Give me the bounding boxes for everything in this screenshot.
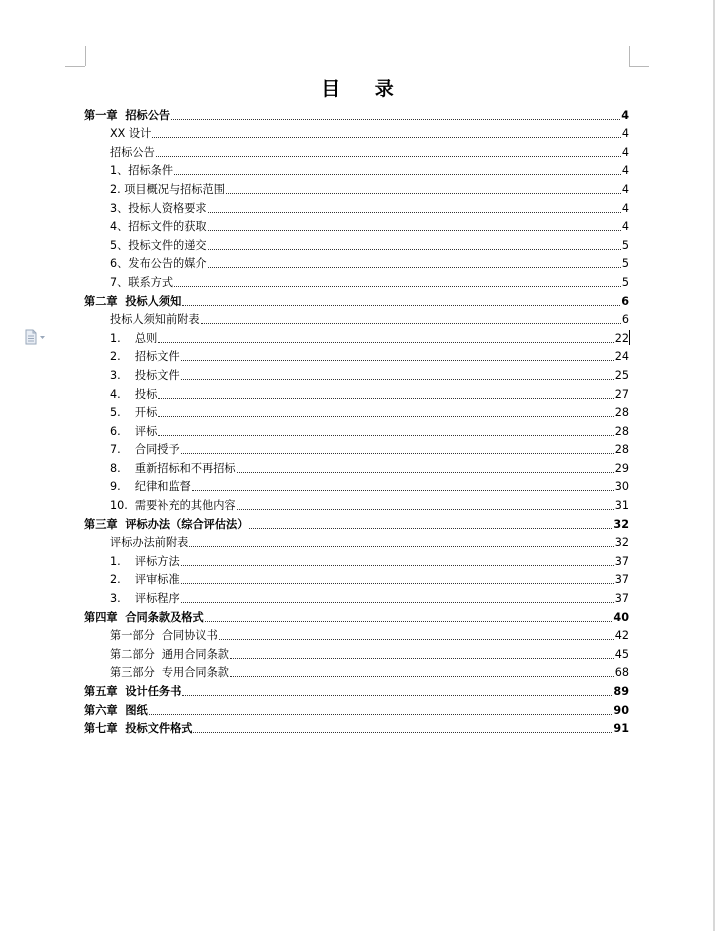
toc-page-number: 4 xyxy=(621,127,629,141)
toc-page-number: 4 xyxy=(621,108,629,122)
crop-mark-top-right xyxy=(629,46,630,66)
crop-mark-top-left xyxy=(65,66,85,67)
toc-leader-dots xyxy=(219,638,614,640)
toc-entry-text: 2. 项目概况与招标范围 xyxy=(110,182,225,196)
toc-page-number: 4 xyxy=(621,201,629,215)
toc-page-number: 22 xyxy=(614,331,629,345)
toc-page-number: 90 xyxy=(613,703,629,717)
toc-entry-text: 招标公告 xyxy=(110,145,155,159)
toc-entry-text: 3. 投标文件 xyxy=(110,368,180,382)
toc-entry[interactable] xyxy=(84,569,629,588)
toc-leader-dots xyxy=(237,471,614,473)
toc-page-number: 5 xyxy=(621,275,629,289)
toc-entry-text: 投标人须知前附表 xyxy=(110,313,200,327)
toc-entry[interactable] xyxy=(84,587,629,606)
toc-entry[interactable] xyxy=(84,216,629,235)
toc-entry-text: 5. 开标 xyxy=(110,406,158,420)
toc-chapter-entry[interactable] xyxy=(84,718,629,737)
toc-entry-text: 7. 合同授予 xyxy=(110,443,180,457)
toc-entry[interactable] xyxy=(84,123,629,142)
toc-entry[interactable] xyxy=(84,160,629,179)
toc-chapter-entry[interactable] xyxy=(84,680,629,699)
toc-leader-dots xyxy=(192,489,614,491)
toc-leader-dots xyxy=(237,508,614,510)
crop-mark-top-right xyxy=(629,66,649,67)
toc-entry-text: 3. 评标程序 xyxy=(110,592,180,606)
toc-leader-dots xyxy=(182,694,612,696)
toc-entry-text: 9. 纪律和监督 xyxy=(110,480,191,494)
toc-leader-dots xyxy=(174,173,621,175)
toc-entry-text: 第二章 投标人须知 xyxy=(84,294,182,308)
toc-leader-dots xyxy=(152,136,621,138)
toc-chapter-entry[interactable] xyxy=(84,699,629,718)
toc-leader-dots xyxy=(174,285,621,287)
toc-page-number: 6 xyxy=(621,294,629,308)
toc-entry[interactable] xyxy=(84,476,629,495)
toc-entry[interactable] xyxy=(84,364,629,383)
toc-leader-dots xyxy=(230,675,614,677)
toc-entry[interactable] xyxy=(84,253,629,272)
toc-entry-text: 第三部分 专用合同条款 xyxy=(110,666,229,680)
toc-chapter-entry[interactable] xyxy=(84,606,629,625)
toc-page-number: 32 xyxy=(614,536,629,550)
toc-entry-text: 2. 评审标准 xyxy=(110,573,180,587)
toc-entry[interactable] xyxy=(84,420,629,439)
table-of-contents xyxy=(84,104,629,736)
toc-page-number: 40 xyxy=(613,610,629,624)
toc-leader-dots xyxy=(181,452,614,454)
toc-entry[interactable] xyxy=(84,532,629,551)
toc-leader-dots xyxy=(149,713,613,715)
toc-entry-text: 1. 总则 xyxy=(110,331,158,345)
toc-leader-dots xyxy=(158,415,613,417)
toc-entry-text: 第六章 图纸 xyxy=(84,703,148,717)
toc-entry-text: 1、招标条件 xyxy=(110,164,174,178)
toc-entry-text: 第一部分 合同协议书 xyxy=(110,629,218,643)
toc-leader-dots xyxy=(226,192,621,194)
toc-leader-dots xyxy=(181,564,614,566)
toc-entry-text: 4. 投标 xyxy=(110,387,158,401)
toc-page-number: 4 xyxy=(621,220,629,234)
toc-entry[interactable] xyxy=(84,550,629,569)
toc-entry[interactable] xyxy=(84,625,629,644)
document-options-icon[interactable] xyxy=(24,329,46,345)
toc-leader-dots xyxy=(249,527,612,529)
toc-entry-text: 第二部分 通用合同条款 xyxy=(110,647,229,661)
text-cursor xyxy=(629,330,630,345)
toc-page-number: 27 xyxy=(614,387,629,401)
toc-page-number: 37 xyxy=(614,573,629,587)
toc-page-number: 4 xyxy=(621,182,629,196)
toc-page-number: 28 xyxy=(614,424,629,438)
toc-page-number: 24 xyxy=(614,350,629,364)
toc-entry-text: 第四章 合同条款及格式 xyxy=(84,610,204,624)
toc-entry[interactable] xyxy=(84,383,629,402)
toc-entry[interactable] xyxy=(84,141,629,160)
toc-page-number: 31 xyxy=(614,499,629,513)
toc-page-number: 42 xyxy=(614,629,629,643)
toc-entry[interactable] xyxy=(84,643,629,662)
toc-entry-text: 8. 重新招标和不再招标 xyxy=(110,461,236,475)
toc-leader-dots xyxy=(158,397,613,399)
toc-leader-dots xyxy=(189,545,613,547)
toc-leader-dots xyxy=(182,304,620,306)
toc-page-number: 5 xyxy=(621,257,629,271)
toc-entry[interactable] xyxy=(84,494,629,513)
toc-entry[interactable] xyxy=(84,197,629,216)
toc-chapter-entry[interactable] xyxy=(84,104,629,123)
toc-entry[interactable] xyxy=(84,439,629,458)
toc-leader-dots xyxy=(156,155,621,157)
toc-entry[interactable] xyxy=(84,234,629,253)
toc-page-number: 28 xyxy=(614,443,629,457)
toc-entry[interactable] xyxy=(84,327,629,346)
crop-mark-top-left xyxy=(85,46,86,66)
toc-leader-dots xyxy=(171,118,620,120)
toc-leader-dots xyxy=(181,378,614,380)
toc-leader-dots xyxy=(230,657,614,659)
toc-leader-dots xyxy=(208,211,621,213)
toc-entry-text: 评标办法前附表 xyxy=(110,536,189,550)
toc-page-number: 91 xyxy=(613,722,629,736)
toc-entry[interactable] xyxy=(84,662,629,681)
toc-entry-text: 2. 招标文件 xyxy=(110,350,180,364)
toc-page-number: 25 xyxy=(614,368,629,382)
toc-entry[interactable] xyxy=(84,402,629,421)
toc-entry-text: 1. 评标方法 xyxy=(110,554,180,568)
toc-title: 目 录 xyxy=(321,78,408,100)
toc-leader-dots xyxy=(181,582,614,584)
toc-page-number: 37 xyxy=(614,592,629,606)
toc-entry-text: 第五章 设计任务书 xyxy=(84,685,182,698)
toc-entry-text: 第三章 评标办法（综合评估法） xyxy=(84,517,249,531)
toc-entry-text: 10. 需要补充的其他内容 xyxy=(110,499,236,513)
toc-entry[interactable] xyxy=(84,346,629,365)
toc-entry-text: 第一章 招标公告 xyxy=(84,108,171,122)
toc-leader-dots xyxy=(158,434,613,436)
toc-page-number: 32 xyxy=(613,517,629,531)
toc-page-number: 6 xyxy=(621,313,629,327)
toc-entry-text: 6、发布公告的媒介 xyxy=(110,257,207,271)
toc-leader-dots xyxy=(193,731,612,733)
toc-chapter-entry[interactable] xyxy=(84,513,629,532)
toc-leader-dots xyxy=(208,248,621,250)
toc-page-number: 37 xyxy=(614,554,629,568)
toc-page-number: 45 xyxy=(614,647,629,661)
toc-page-number: 5 xyxy=(621,238,629,252)
toc-page-number: 4 xyxy=(621,145,629,159)
toc-entry[interactable] xyxy=(84,309,629,328)
toc-page-number: 89 xyxy=(613,685,629,698)
toc-page-number: 29 xyxy=(614,461,629,475)
toc-entry-text: 第七章 投标文件格式 xyxy=(84,722,193,736)
toc-leader-dots xyxy=(181,601,614,603)
toc-entry-text: 5、投标文件的递交 xyxy=(110,238,207,252)
toc-entry-text: XX 设计 xyxy=(110,127,152,141)
toc-entry-text: 4、招标文件的获取 xyxy=(110,220,207,234)
toc-entry-text: 6. 评标 xyxy=(110,424,158,438)
toc-page-number: 68 xyxy=(614,666,629,680)
toc-leader-dots xyxy=(208,266,621,268)
toc-page-number: 4 xyxy=(621,164,629,178)
toc-leader-dots xyxy=(201,322,621,324)
toc-leader-dots xyxy=(158,341,613,343)
toc-entry[interactable] xyxy=(84,178,629,197)
toc-chapter-entry[interactable] xyxy=(84,290,629,309)
toc-entry[interactable] xyxy=(84,271,629,290)
toc-page-number: 30 xyxy=(614,480,629,494)
toc-page-number: 28 xyxy=(614,406,629,420)
toc-entry-text: 7、联系方式 xyxy=(110,275,174,289)
toc-leader-dots xyxy=(181,359,614,361)
toc-leader-dots xyxy=(205,620,613,622)
toc-entry-text: 3、投标人资格要求 xyxy=(110,201,207,215)
toc-entry[interactable] xyxy=(84,457,629,476)
toc-leader-dots xyxy=(208,229,621,231)
